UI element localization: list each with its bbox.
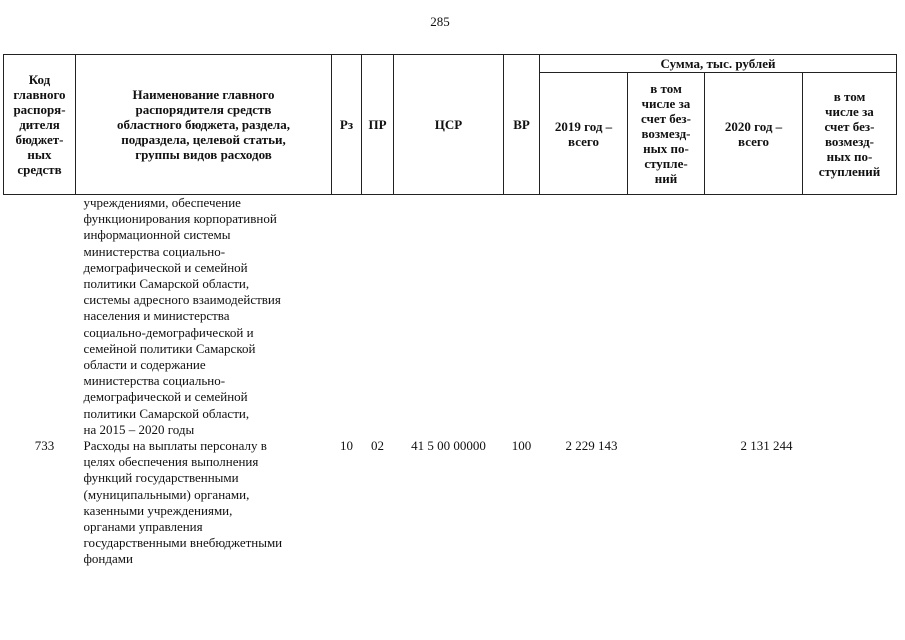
cell-name: учреждениями, обеспечение функционирования корпоративной информационной системы министерства социально- демографической и семейной политики Самарской области, системы адресного взаимодействия населения и министерства социально-демографической и семейной политики Самарской области и содержание министерства социально- демографической и семейной политики Самарской области, на 2015 – 2020 годы [83, 195, 281, 437]
cell-2020-free [803, 195, 897, 439]
cell-rz: 10 [340, 438, 353, 454]
cell-2019-total: 2 229 143 [565, 438, 618, 454]
cell-csr [394, 195, 504, 439]
header-pr: ПР [362, 55, 394, 195]
cell-pr: 02 [371, 438, 384, 454]
page-number: 285 [430, 14, 450, 29]
header-2020-free: в том числе за счет без- возмезд- ных по- ступлений [803, 73, 897, 195]
cell-vr: 100 [511, 438, 532, 454]
header-name: Наименование главного распорядителя средств областного бюджета, раздела, подраздела, целевой статьи, группы видов расходов [76, 55, 332, 195]
header-code: Код главного распоря- дителя бюджет- ных средств [4, 55, 76, 195]
table-row [4, 195, 897, 439]
cell-name: Расходы на выплаты персоналу в целях обеспечения выполнения функций государственными (муниципальными) органами, казенными учреждениями, органами управления государственными внебюджетными фондами [83, 438, 283, 567]
cell-code: 733 [34, 438, 55, 454]
cell-2020-free [803, 438, 897, 568]
cell-2019-free [628, 195, 705, 439]
header-rz: Рз [332, 55, 362, 195]
header-2019-total: 2019 год – всего [540, 73, 628, 195]
cell-2019-free [628, 438, 705, 568]
cell-2019-total [540, 195, 628, 439]
header-sum: Сумма, тыс. рублей [540, 55, 897, 73]
table-row [4, 438, 897, 568]
header-2019-free: в том числе за счет без- возмезд- ных по- ступле- ний [628, 73, 705, 195]
cell-rz [332, 195, 362, 439]
budget-table [3, 54, 897, 568]
header-2020-total: 2020 год – всего [705, 73, 803, 195]
cell-vr [504, 195, 540, 439]
header-vr: ВР [504, 55, 540, 195]
cell-2020-total: 2 131 244 [740, 438, 793, 454]
header-csr: ЦСР [394, 55, 504, 195]
table-header [4, 55, 897, 195]
cell-csr: 41 5 00 00000 [411, 438, 486, 454]
cell-code [4, 195, 76, 439]
cell-2020-total [705, 195, 803, 439]
cell-pr [362, 195, 394, 439]
